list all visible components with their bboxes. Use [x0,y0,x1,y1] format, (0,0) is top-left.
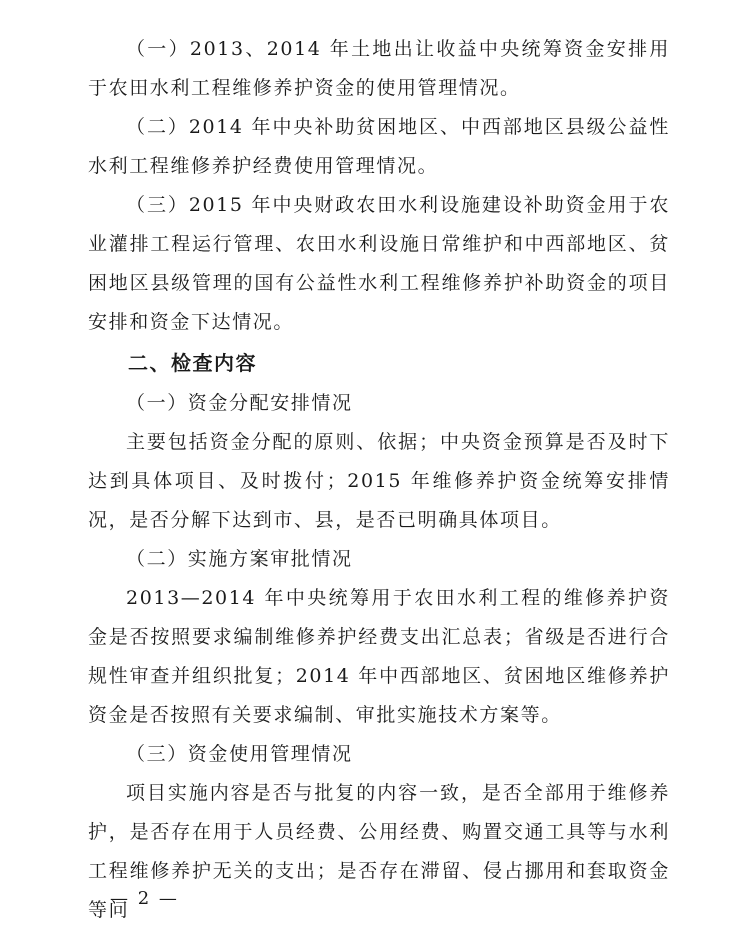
subsection-3-title: （三）资金使用管理情况 [126,743,353,765]
subsection-1-title: （一）资金分配安排情况 [126,392,353,414]
subsection-2-body: 2013—2014 年中央统筹用于农田水利工程的维修养护资金是否按照要求编制维修养护经费支出汇总表；省级是否进行合规性审查并组织批复；2014 年中西部地区、贫困地区维修养护资金是否按照有关要求编制、审批实施技术方案等。 [88,587,670,726]
paragraph-1: （一）2013、2014 年土地出让收益中央统筹资金安排用于农田水利工程维修养护资金的使用管理情况。 [88,38,670,99]
subsection-2-title: （二）实施方案审批情况 [126,548,353,570]
paragraph-2: （二）2014 年中央补助贫困地区、中西部地区县级公益性水利工程维修养护经费使用管理情况。 [88,116,670,177]
subsection-1-body: 主要包括资金分配的原则、依据；中央资金预算是否及时下达到具体项目、及时拨付；2015 年维修养护资金统筹安排情况，是否分解下达到市、县，是否已明确具体项目。 [88,431,670,531]
section-heading: 二、检查内容 [128,351,257,375]
page-number: — 2 — [110,888,179,909]
paragraph-3: （三）2015 年中央财政农田水利设施建设补助资金用于农业灌排工程运行管理、农田水利设施日常维护和中西部地区、贫困地区县级管理的国有公益性水利工程维修养护补助资金的项目安排和资金下达情况。 [88,194,670,333]
subsection-3-body: 项目实施内容是否与批复的内容一致，是否全部用于维修养护，是否存在用于人员经费、公用经费、购置交通工具等与水利工程维修养护无关的支出；是否存在滞留、侵占挪用和套取资金等问 [88,782,670,921]
